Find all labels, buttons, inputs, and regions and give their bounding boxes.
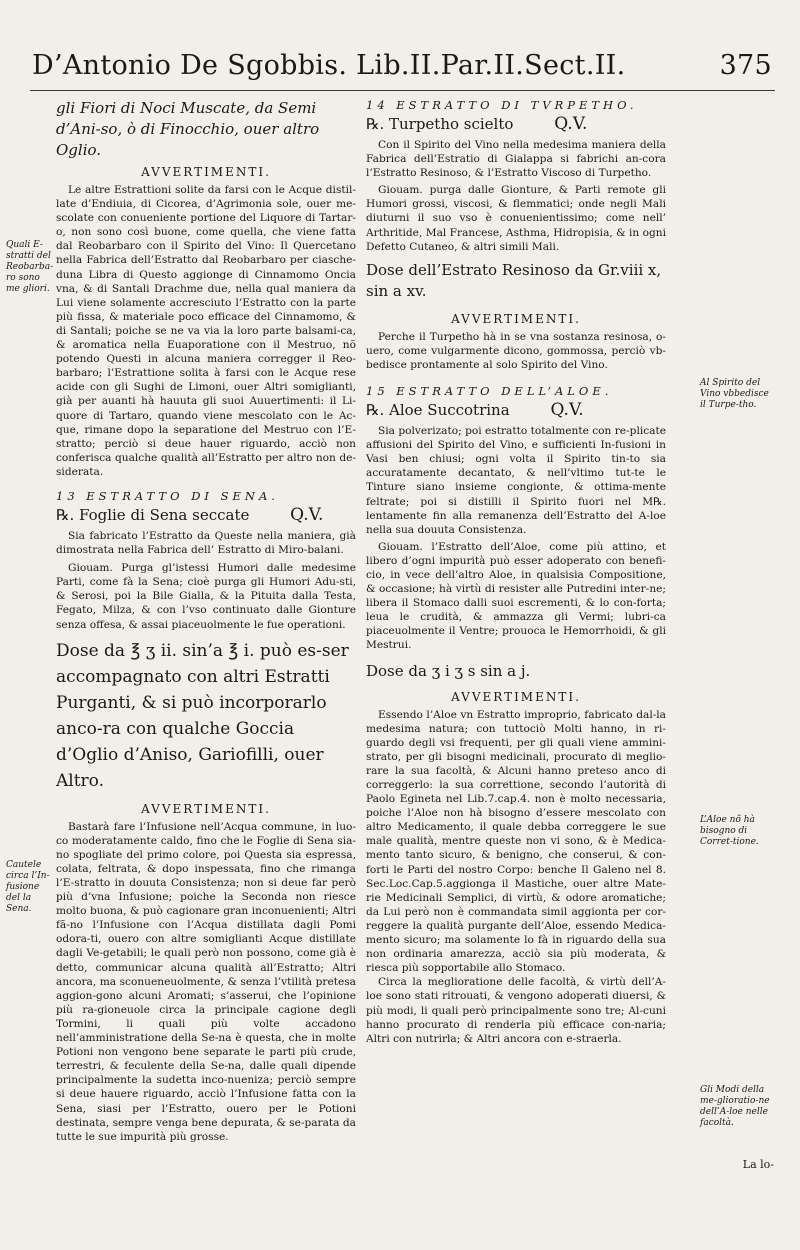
header-rule xyxy=(30,90,775,91)
page-number: 375 xyxy=(719,50,772,81)
avvertimenti-text-1: Le altre Estrattioni solite da farsi con le Acque distil-late d’Endiuia, di Cicorea, d’Agrimonia sole, ouer me-scolate con conueniente portione del Liquore di Tartar-o, non sono così buone, come quella, che viene fatta dal Reobarbaro con il Spirito del Vino: Il Quercetano nella Fabrica dell’Estratto dal Reobarbaro per ciasche-duna Libra di Questo aggionge di Cinnamomo Oncia vna, & di Santali Drachme due, nella qual maniera da Lui viene solamente accresciuto l’Estratto con la parte più fissa, & materiale poco efficace del Cinnamomo, & di Santali; poiche se ne va via la loro parte balsami-ca, & aromatica nella Euaporatione con il Mestruo, nõ potendo Questi in alcuna maniera corregger il Reo-barbaro; l’Estrattione solita à farsi con le Acque rese acide con gli Sughi de Limoni, ouer Altri somiglianti, già per auanti hà hauuta gli suoi Auuertimenti: il Li-quore di Tartaro, quando viene mescolato con le Ac-que, rimane dopo la separatione del Mestruo con l’E-stratto; perciò si deue hauer riguardo, acciò non conferisca qualche qualità all’Estratto per altro non de-siderata. xyxy=(56,184,356,478)
recipe-13-qv: Q.V. xyxy=(290,504,324,525)
section-14-dose: Dose dell’Estrato Resinoso da Gr.viii x, sin a xv. xyxy=(366,260,662,300)
margin-note-turpetho: Al Spirito del Vino vbbedisce il Turpe-tho. xyxy=(700,378,769,410)
avvertimenti-text-2: Bastarà fare l’Infusione nell’Acqua commune, in luo-co moderatamente caldo, fino che le Foglie di Sena sia-no spogliate del primo colore, poi Questa sia espressa, colata, feltrata, & dopo inspessata, fino che rimanga l’E-stratto in douuta Consistenza; non si deue far però più d’vna Infusione; poiche la Seconda non riesce molto buona, & può cagionare gran inconuenienti; Altri fã-no l’Infusione con l’Acqua distillata dagli Pomi odora-ti, ouero con altre somiglianti Acque distillate dagli Ve-getabili; le quali però non possono, come già è detto, communicar alcuna qualità all’Estratto; Altri ancora, ma sconueneuolmente, & senza l’vtilità pretesa aggion-gono alcuni Aromati; s’asserui, che l’opinione più ra-gioneuole circa la principale cagione degli Tormini, li quali più volte accadono nell’amministratione della Se-na è questa, che in molte Potioni non vengono bene separate le parti più crude, terrestri, & feculente della Se-na, dalle quali dipende principalmente la sudetta inco-nueniza; perciò sempre si deue hauere riguardo, acciò l’Infusione fatta con la Sena, siasi per l’Estratto, ouero per le Potioni destinata, sempre venga bene depurata, & se-parata da tutte le sue impurità più grosse. xyxy=(56,820,356,1143)
avvertimenti-text-3: Perche il Turpetho hà in se vna sostanza resinosa, o-uero, come vulgarmente dicono, gommossa, perciò vb-bedisce prontamente al solo Spirito del Vino. xyxy=(366,330,666,371)
recipe-13-label: ℞. Foglie di Sena seccate xyxy=(56,505,250,524)
avvertimenti-heading-3: AVVERTIMENTI. xyxy=(451,311,581,326)
margin-note-reobarbaro: Quali E-stratti del Reobarba-ro sono me gliori. xyxy=(6,240,54,294)
avvertimenti-text-4b: Circa la meglioratione delle facoltà, & virtù dell’A-loe sono stati ritrouati, & vengono adoperati diuersi, & più modi, li quali però principalmente sono tre; Al-cuni hanno procurato di renderla più efficace con-naria; Altri con nutrirla; & Altri ancora con e-straerla. xyxy=(366,976,666,1045)
recipe-13 xyxy=(56,505,356,525)
margin-note-sena: Cautele circa l’In-fusione del la Sena. xyxy=(6,860,50,914)
section-13-dose: Dose da ℥ ʒ ii. sin’a ℥ i. può es-ser accompagnato con altri Estratti Purganti, & si può incorporarlo anco-ra con qualche Goccia d’Oglio d’Aniso, Gariofilli, ouer Altro. xyxy=(56,640,349,791)
section-14-text: Con il Spirito del Vino nella medesima maniera della Fabrica dell’Estratio di Gialappa si fabrichi an-cora l’Estratto Resinoso, & l’Estratto Viscoso di Turpetho. xyxy=(366,139,666,180)
recipe-15-label: ℞. Aloe Succotrina xyxy=(366,401,510,420)
header-title: D’Antonio De Sgobbis. Lib.II.Par.II.Sect.II. xyxy=(32,50,626,81)
recipe-15 xyxy=(366,400,666,420)
avvertimenti-heading-4: AVVERTIMENTI. xyxy=(451,689,581,704)
section-15-text: Sia polverizato; poi estratto totalmente con re-plicate affusioni del Spirito del Vino, e sufficienti In-fusioni in Vasi ben chiusi; ogni volta il Spirito tin-to sia accuratamente decantato, & nell’vltimo tut-te le Tinture siano insieme congionte, & ottima-mente feltrate; poi si distilli il Spirito fuori nel M℞. lentamente fin alla remanenza dell’Estratto del A-loe nella sua douuta Consistenza. xyxy=(366,425,666,536)
left-column xyxy=(56,98,356,1144)
intro-text: gli Fiori di Noci Muscate, da Semi d’Ani-so, ò di Finocchio, ouer altro Oglio. xyxy=(56,99,320,159)
section-15-giouam: Giouam. l’Estratto dell’Aloe, come più attino, et libero d’ogni impurità può esser adoperato con benefi-cio, in vece dell’altro Aloe, in qualsisia Compositione, & occasione; hà virtù di resister alle Putredini inter-ne; libera il Stomaco dalli suoi escrementi, & lo con-forta; leua le crudità, & ammazza gli Vermi; lubri-ca piaceuolmente il Ventre; prouoca le Hemorrhoidi, & gli Mestrui. xyxy=(366,540,666,652)
avvertimenti-text-4: Essendo l’Aloe vn Estratto improprio, fabricato dal-la medesima natura; con tuttociò Molti hanno, in ri-guardo degli vsi frequenti, per gli quali viene ammini-strato, per gli bisogni medicinali, procurato di meglio-rare la sua facoltà, & Alcuni hanno preteso anco di correggerlo: la sua correttione, secondo l’autorità di Paolo Egineta nel Lib.7.cap.4. non è molto necessaria, poiche l’Aloe non hà bisogno d’essere mescolato con altro Medicamento, il quale debba correggere le sue male qualità, mentre queste non vi sono, & è Medica-mento tanto sicuro, & benigno, che conserui, & con-forti le Parti del nostro Corpo: benche Il Galeno nel 8. Sec.Loc.Cap.5.aggionga il Mastiche, ouer altre Mate-rie Medicinali Semplici, di virtù, & odore aromatiche; da Lui però non è commandata simil aggionta per cor-reggere la qualità purgante dell’Aloe, essendo Medica-mento sicuro; ma solamente lo fà in riguardo della sua non ordinaria amarezza, acciò sia più moderata, & riesca più sopportabile allo Stomaco. xyxy=(366,708,666,975)
catchword: La lo- xyxy=(742,1158,774,1171)
margin-note-aloe-meglioratione: Gli Modi della me-glioratio-ne dell’A-loe nelle facoltà. xyxy=(700,1085,770,1128)
recipe-15-qv: Q.V. xyxy=(550,400,584,421)
avvertimenti-heading-2: AVVERTIMENTI. xyxy=(141,801,271,816)
section-14-giouam: Giouam. purga dalle Gionture, & Parti remote gli Humori grossi, viscosi, & flemmatici; onde negli Mali diuturni il suo vso è conuenientissimo; come nell’ Arthritide, Mal Francese, Asthma, Hidropisia, & in ogni Defetto Cutaneo, & altri simili Mali. xyxy=(366,184,666,253)
running-header xyxy=(32,50,772,81)
section-13-text: Sia fabricato l’Estratto da Queste nella maniera, già dimostrata nella Fabrica dell’ Estratto di Miro-balani. xyxy=(56,529,356,557)
section-15-dose: Dose da ʒ i ʒ s sin a j. xyxy=(366,661,531,680)
section-14-heading: 14 ESTRATTO DI TVRPETHO. xyxy=(366,98,638,112)
section-13-giouam: Giouam. Purga gl’istessi Humori dalle medesime Parti, come fà la Sena; cioè purga gli Humori Adu-sti, & Serosi, poi la Bile Gialla, & la Pituita dalla Testa, Fegato, Milza, & con l’vso continuato dalle Gionture senza offesa, & assai piaceuolmente le fue operationi. xyxy=(56,562,356,631)
right-column xyxy=(366,98,666,1046)
recipe-14 xyxy=(366,114,666,134)
section-15-heading: 15 ESTRATTO DELL’ALOE. xyxy=(366,384,613,399)
section-13-heading: 13 ESTRATTO DI SENA. xyxy=(56,488,279,503)
avvertimenti-heading-1: AVVERTIMENTI. xyxy=(141,165,271,179)
recipe-14-label: ℞. Turpetho scielto xyxy=(366,115,514,133)
recipe-14-qv: Q.V. xyxy=(554,114,588,134)
margin-note-aloe-correttione: L’Aloe nõ hà bisogno di Corret-tione. xyxy=(700,815,759,847)
